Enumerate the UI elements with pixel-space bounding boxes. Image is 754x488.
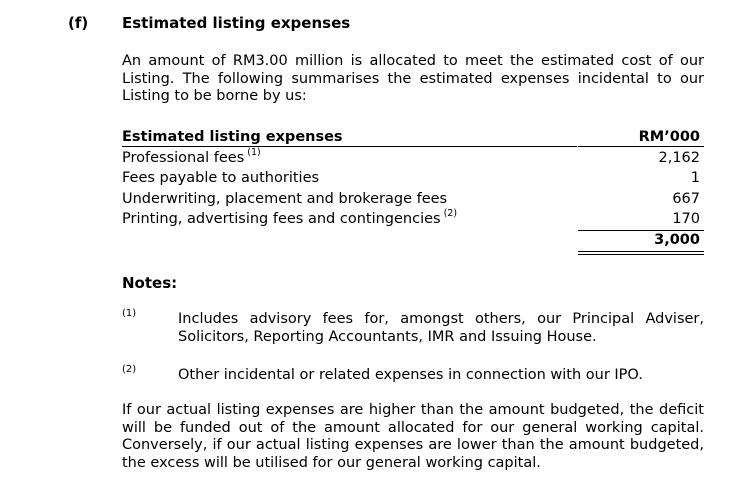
table-header-unit: RM’000 [638, 129, 700, 145]
header-rule-right [578, 146, 704, 147]
table-row [122, 209, 704, 230]
note-ref-1: (1) [122, 308, 137, 319]
header-rule-left [122, 146, 577, 147]
intro-paragraph: An amount of RM3.00 million is allocated to meet the estimated cost of our Listing. The following summarises the estimated expenses incidental to our Listing to be borne by us: [122, 53, 704, 104]
table-header-label: Estimated listing expenses [122, 129, 343, 145]
row-value: 170 [672, 211, 700, 228]
row-value: 2,162 [658, 149, 700, 166]
table-row [122, 148, 704, 169]
table-row [122, 168, 704, 189]
subtotal-rule [578, 230, 704, 231]
total-double-rule-bottom [578, 254, 704, 255]
table-header-row [122, 127, 704, 148]
note-ref-2: (2) [122, 364, 137, 375]
notes-heading: Notes: [122, 274, 178, 292]
row-label: Fees payable to authorities [122, 170, 320, 187]
table-row [122, 189, 704, 210]
row-label: Professional fees [122, 149, 245, 166]
row-label: Printing, advertising fees and contingencies [122, 211, 441, 228]
footnote-ref: (1) [247, 146, 261, 158]
total-double-rule-top [578, 251, 704, 252]
section-heading: Estimated listing expenses [122, 14, 351, 32]
row-value: 1 [690, 170, 700, 187]
total-value: 3,000 [654, 231, 700, 248]
row-value: 667 [672, 190, 700, 207]
row-label: Underwriting, placement and brokerage fees [122, 190, 448, 207]
section-marker: (f) [68, 14, 89, 32]
note-text-2: Other incidental or related expenses in connection with our IPO. [178, 367, 643, 383]
table-total-row [122, 230, 704, 251]
footnote-ref: (2) [443, 208, 458, 220]
note-text-1: Includes advisory fees for, amongst others, our Principal Adviser, Solicitors, Reporting Accountants, IMR and Issuing House. [178, 311, 704, 345]
closing-paragraph: If our actual listing expenses are higher than the amount budgeted, the deficit will be funded out of the amount allocated for our general working capital. Conversely, if our actual listing expenses are lower than the amount budgeted, the excess will be utilised for our general working capital. [122, 402, 704, 471]
